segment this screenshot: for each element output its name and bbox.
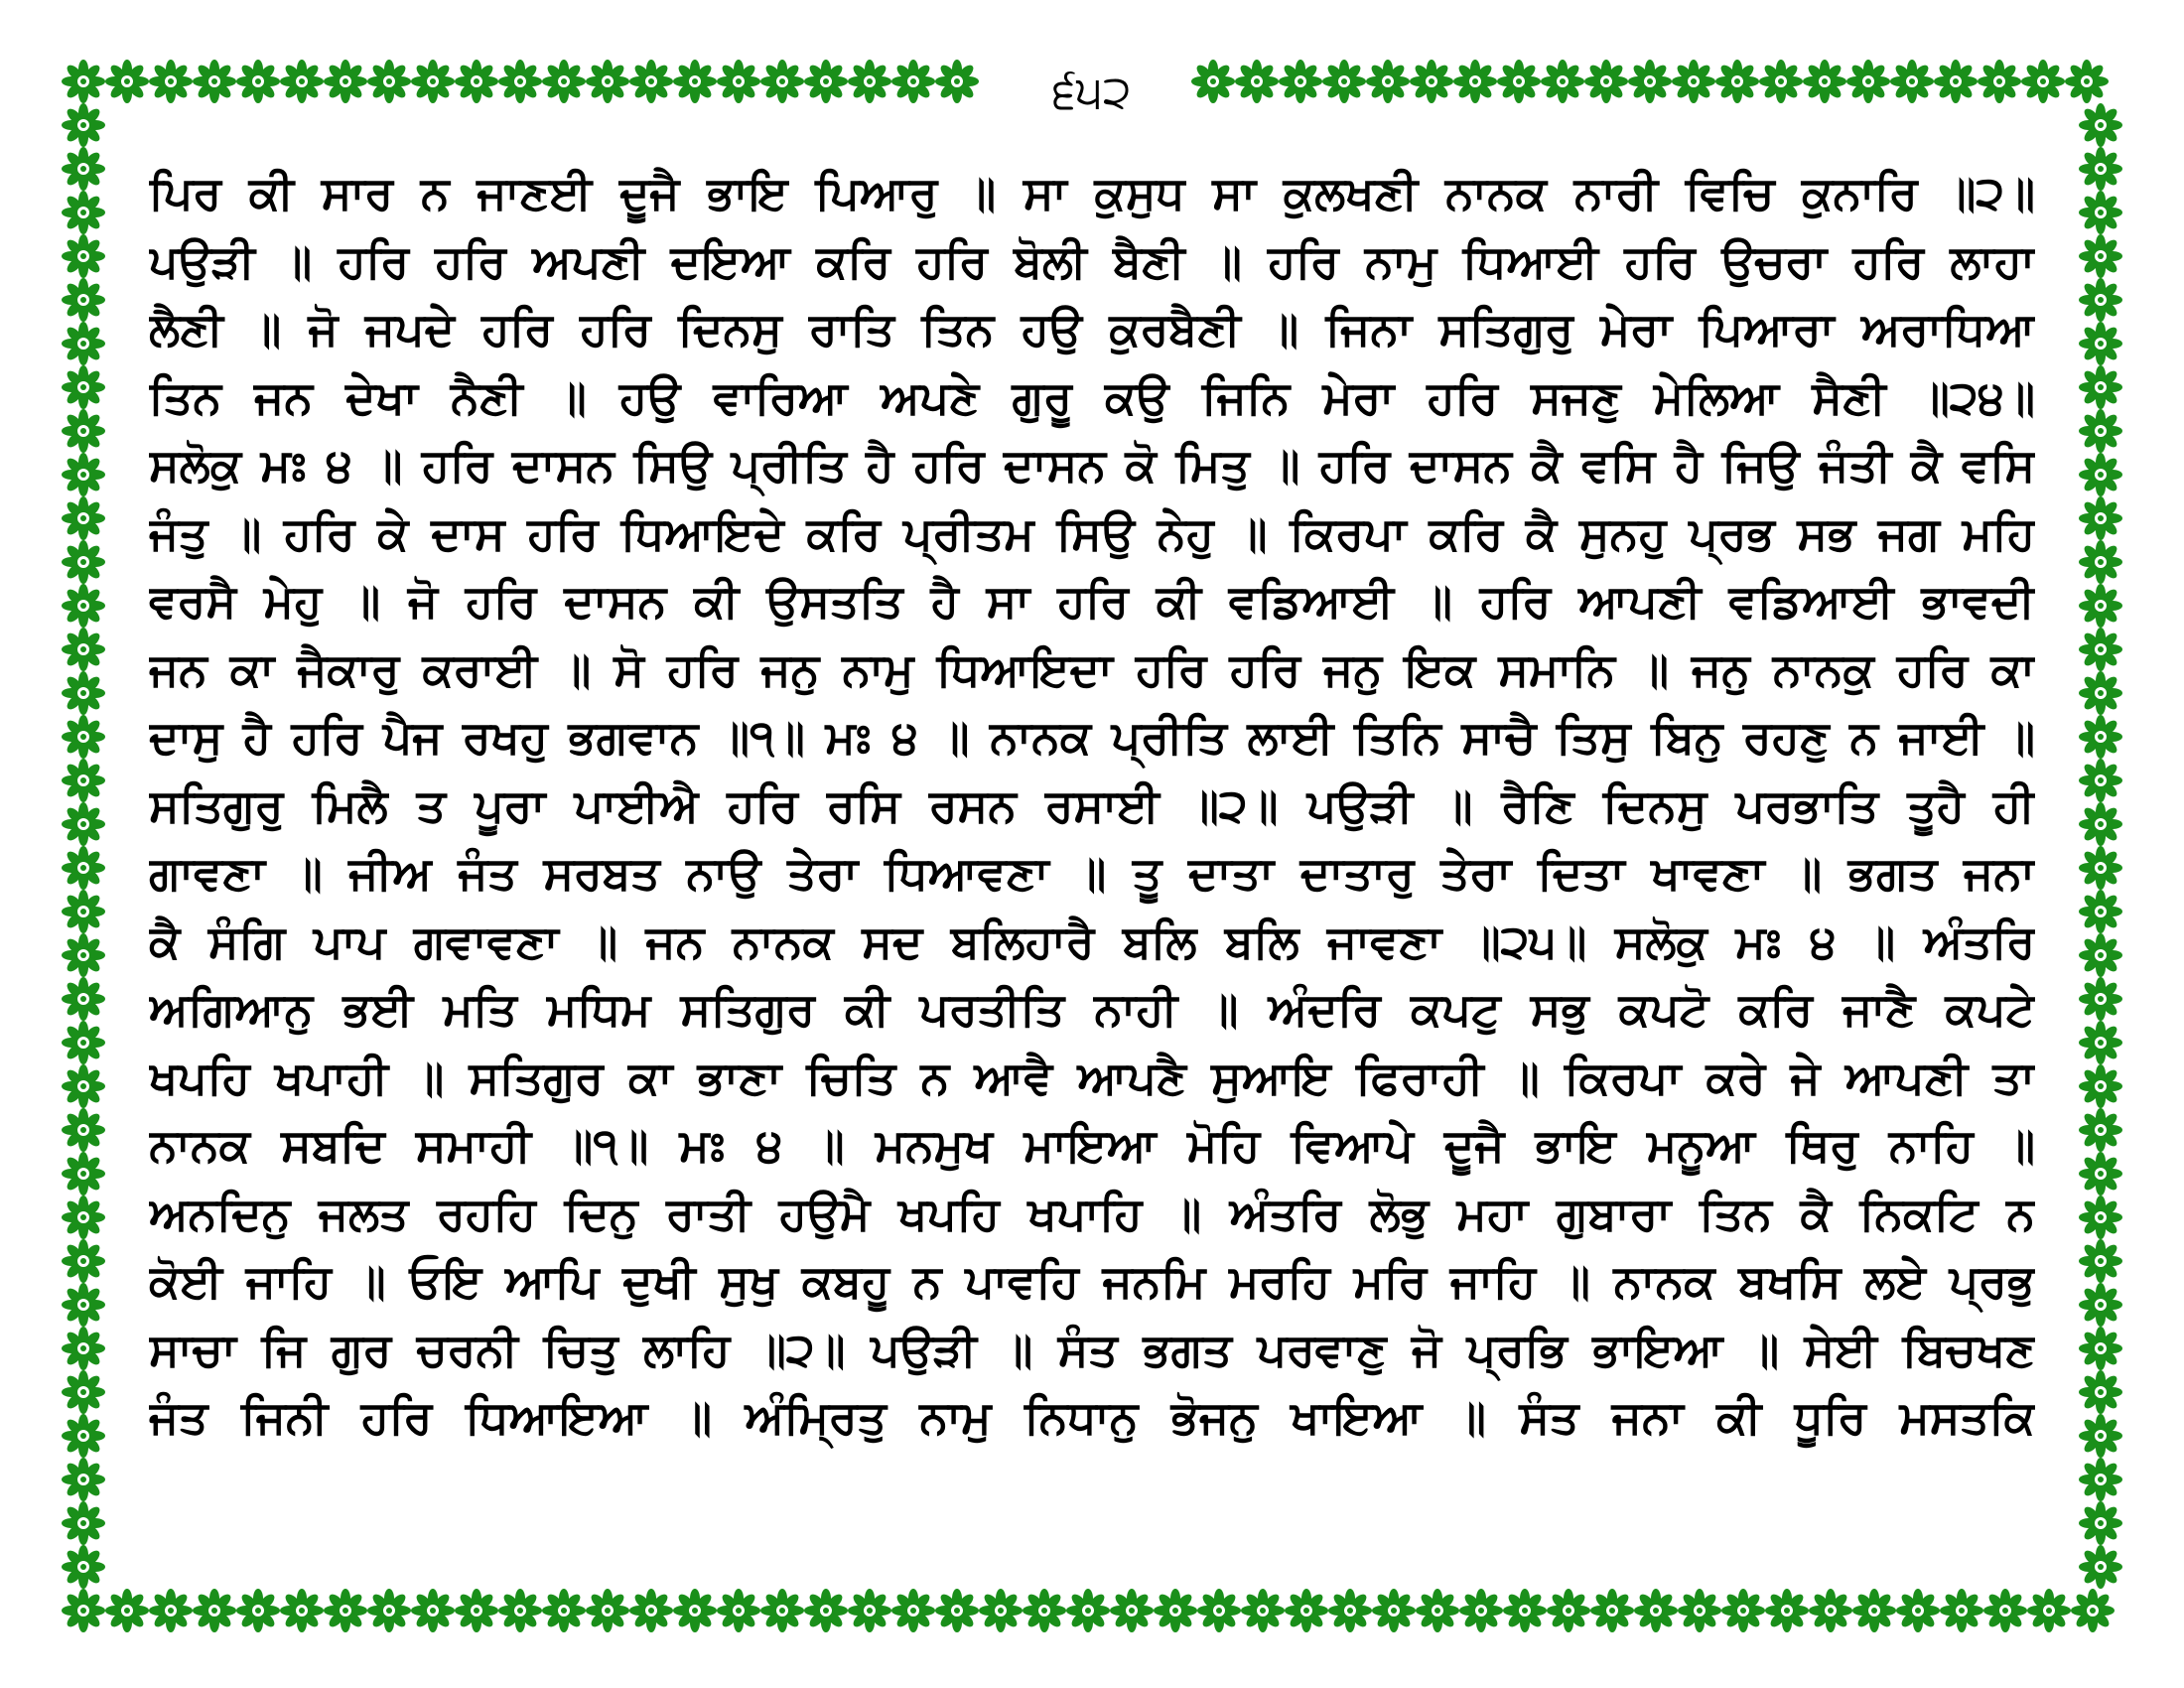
green-flower-icon — [1453, 60, 1497, 103]
green-flower-icon — [2079, 1283, 2122, 1327]
green-flower-icon — [1191, 60, 1235, 103]
text-line: ਪਿਰ ਕੀ ਸਾਰ ਨ ਜਾਣਈ ਦੂਜੈ ਭਾਇ ਪਿਆਰੁ ॥ ਸਾ ਕੁਸੁਧ ਸਾ ਕੁਲਖਣੀ ਨਾਨਕ ਨਾਰੀ ਵਿਚਿ ਕੁਨਾਰਿ ॥੨॥ — [149, 166, 2035, 219]
green-flower-icon — [1978, 60, 2021, 103]
green-flower-icon — [1110, 1589, 1154, 1632]
text-line: ਅਗਿਆਨੁ ਭਈ ਮਤਿ ਮਧਿਮ ਸਤਿਗੁਰ ਕੀ ਪਰਤੀਤਿ ਨਾਹੀ ॥ ਅੰਦਰਿ ਕਪਟੁ ਸਭੁ ਕਪਟੋ ਕਰਿ ਜਾਣੈ ਕਪਟੇ — [149, 982, 2035, 1036]
text-line: ਅਨਦਿਨੁ ਜਲਤ ਰਹਹਿ ਦਿਨੁ ਰਾਤੀ ਹਉਮੈ ਖਪਹਿ ਖਪਾਹਿ ॥ ਅੰਤਰਿ ਲੋਭੁ ਮਹਾ ਗੁਬਾਰਾ ਤਿਨ ਕੈ ਨਿਕਟਿ ਨ — [149, 1186, 2035, 1240]
green-flower-icon — [2079, 496, 2122, 540]
text-line: ਸਲੋਕੁ ਮਃ ੪ ॥ ਹਰਿ ਦਾਸਨ ਸਿਉ ਪ੍ਰੀਤਿ ਹੈ ਹਰਿ ਦਾਸਨ ਕੋ ਮਿਤੁ ॥ ਹਰਿ ਦਾਸਨ ਕੈ ਵਸਿ ਹੈ ਜਿਉ ਜੰਤੀ ਕੈ ਵਸਿ — [149, 438, 2035, 492]
green-flower-icon — [236, 60, 280, 103]
green-flower-icon — [62, 977, 105, 1021]
green-flower-icon — [62, 759, 105, 802]
green-flower-icon — [62, 1458, 105, 1501]
text-line: ਜੰਤੁ ॥ ਹਰਿ ਕੇ ਦਾਸ ਹਰਿ ਧਿਆਇਦੇ ਕਰਿ ਪ੍ਰੀਤਮ ਸਿਉ ਨੇਹੁ ॥ ਕਿਰਪਾ ਕਰਿ ਕੈ ਸੁਨਹੁ ਪ੍ਰਭ ਸਭ ਜਗ ਮਹਿ — [149, 505, 2035, 560]
green-flower-icon — [629, 1589, 673, 1632]
green-flower-icon — [1328, 1589, 1372, 1632]
green-flower-icon — [717, 1589, 760, 1632]
green-flower-icon — [1803, 60, 1846, 103]
green-flower-icon — [1541, 60, 1584, 103]
green-flower-icon — [542, 1589, 586, 1632]
green-flower-icon — [105, 60, 149, 103]
green-flower-icon — [62, 365, 105, 409]
green-flower-icon — [1846, 60, 1890, 103]
green-flower-icon — [62, 1283, 105, 1327]
green-flower-icon — [1241, 1589, 1285, 1632]
green-flower-icon — [2079, 1064, 2122, 1108]
green-flower-icon — [717, 60, 760, 103]
green-flower-icon — [2079, 409, 2122, 453]
green-flower-icon — [1416, 1589, 1459, 1632]
green-flower-icon — [62, 671, 105, 715]
green-flower-icon — [1497, 60, 1541, 103]
green-flower-icon — [1940, 1589, 1983, 1632]
border-top-left — [62, 60, 979, 103]
green-flower-icon — [1066, 1589, 1110, 1632]
green-flower-icon — [455, 60, 498, 103]
green-flower-icon — [105, 1589, 149, 1632]
green-flower-icon — [586, 60, 629, 103]
green-flower-icon — [1809, 1589, 1852, 1632]
green-flower-icon — [62, 1545, 105, 1589]
green-flower-icon — [62, 1196, 105, 1239]
green-flower-icon — [1584, 60, 1628, 103]
green-flower-icon — [62, 234, 105, 278]
green-flower-icon — [62, 1589, 105, 1632]
text-line: ਸਾਚਾ ਜਿ ਗੁਰ ਚਰਨੀ ਚਿਤੁ ਲਾਹਿ ॥੨॥ ਪਉੜੀ ॥ ਸੰਤ ਭਗਤ ਪਰਵਾਣੁ ਜੋ ਪ੍ਰਭਿ ਭਾਇਆ ॥ ਸੇਈ ਬਿਚਖਣ — [149, 1322, 2035, 1376]
green-flower-icon — [62, 628, 105, 671]
text-line: ਨਾਨਕ ਸਬਦਿ ਸਮਾਹੀ ॥੧॥ ਮਃ ੪ ॥ ਮਨਮੁਖ ਮਾਇਆ ਮੋਹਿ ਵਿਆਪੇ ਦੂਜੈ ਭਾਇ ਮਨੂਆ ਥਿਰੁ ਨਾਹਿ ॥ — [149, 1118, 2035, 1172]
green-flower-icon — [62, 453, 105, 496]
green-flower-icon — [2079, 846, 2122, 890]
green-flower-icon — [2079, 759, 2122, 802]
green-flower-icon — [2079, 540, 2122, 584]
green-flower-icon — [455, 1589, 498, 1632]
green-flower-icon — [760, 60, 804, 103]
green-flower-icon — [2079, 191, 2122, 234]
green-flower-icon — [2079, 1370, 2122, 1414]
green-flower-icon — [280, 60, 324, 103]
green-flower-icon — [2079, 278, 2122, 322]
green-flower-icon — [2079, 628, 2122, 671]
green-flower-icon — [935, 60, 979, 103]
green-flower-icon — [62, 846, 105, 890]
green-flower-icon — [673, 1589, 717, 1632]
green-flower-icon — [2065, 60, 2109, 103]
green-flower-icon — [542, 60, 586, 103]
border-right — [2079, 103, 2122, 1589]
text-line: ਵਰਸੈ ਮੇਹੁ ॥ ਜੋ ਹਰਿ ਦਾਸਨ ਕੀ ਉਸਤਤਿ ਹੈ ਸਾ ਹਰਿ ਕੀ ਵਡਿਆਈ ॥ ਹਰਿ ਆਪਣੀ ਵਡਿਆਈ ਭਾਵਦੀ — [149, 574, 2035, 628]
green-flower-icon — [498, 1589, 542, 1632]
text-line: ਸਤਿਗੁਰੁ ਮਿਲੈ ਤ ਪੂਰਾ ਪਾਈਐ ਹਰਿ ਰਸਿ ਰਸਨ ਰਸਾਈ ॥੨॥ ਪਉੜੀ ॥ ਰੈਣਿ ਦਿਨਸੁ ਪਰਭਾਤਿ ਤੂਹੈ ਹੀ — [149, 777, 2035, 832]
green-flower-icon — [62, 322, 105, 365]
green-flower-icon — [62, 1152, 105, 1196]
border-top-right — [1191, 60, 2109, 103]
text-line: ਕੈ ਸੰਗਿ ਪਾਪ ਗਵਾਵਣਾ ॥ ਜਨ ਨਾਨਕ ਸਦ ਬਲਿਹਾਰੈ ਬਲਿ ਬਲਿ ਜਾਵਣਾ ॥੨੫॥ ਸਲੋਕੁ ਮਃ ੪ ॥ ਅੰਤਰਿ — [149, 914, 2035, 968]
text-line: ਗਾਵਣਾ ॥ ਜੀਅ ਜੰਤ ਸਰਬਤ ਨਾਉ ਤੇਰਾ ਧਿਆਵਣਾ ॥ ਤੂ ਦਾਤਾ ਦਾਤਾਰੁ ਤੇਰਾ ਦਿਤਾ ਖਾਵਣਾ ॥ ਭਗਤ ਜਨਾ — [149, 846, 2035, 900]
green-flower-icon — [1628, 60, 1672, 103]
text-line: ਕੋਈ ਜਾਹਿ ॥ ਓਇ ਆਪਿ ਦੁਖੀ ਸੁਖੁ ਕਬਹੂ ਨ ਪਾਵਹਿ ਜਨਮਿ ਮਰਹਿ ਮਰਿ ਜਾਹਿ ॥ ਨਾਨਕ ਬਖਸਿ ਲਏ ਪ੍ਰਭੁ — [149, 1254, 2035, 1308]
green-flower-icon — [62, 584, 105, 628]
green-flower-icon — [62, 147, 105, 191]
green-flower-icon — [2021, 60, 2065, 103]
green-flower-icon — [2079, 322, 2122, 365]
green-flower-icon — [236, 1589, 280, 1632]
green-flower-icon — [2079, 1458, 2122, 1501]
green-flower-icon — [1547, 1589, 1590, 1632]
text-line: ਪਉੜੀ ॥ ਹਰਿ ਹਰਿ ਅਪਣੀ ਦਇਆ ਕਰਿ ਹਰਿ ਬੋਲੀ ਬੈਣੀ ॥ ਹਰਿ ਨਾਮੁ ਧਿਆਈ ਹਰਿ ਉਚਰਾ ਹਰਿ ਲਾਹਾ — [149, 233, 2035, 288]
green-flower-icon — [62, 278, 105, 322]
green-flower-icon — [1154, 1589, 1197, 1632]
border-bottom — [62, 1589, 2115, 1632]
text-line: ਜਨ ਕਾ ਜੈਕਾਰੁ ਕਰਾਈ ॥ ਸੋ ਹਰਿ ਜਨੁ ਨਾਮੁ ਧਿਆਇਦਾ ਹਰਿ ਹਰਿ ਜਨੁ ਇਕ ਸਮਾਨਿ ॥ ਜਨੁ ਨਾਨਕੁ ਹਰਿ ਕਾ — [149, 641, 2035, 696]
green-flower-icon — [804, 60, 848, 103]
green-flower-icon — [2079, 584, 2122, 628]
green-flower-icon — [62, 1064, 105, 1108]
text-line: ਤਿਨ ਜਨ ਦੇਖਾ ਨੈਣੀ ॥ ਹਉ ਵਾਰਿਆ ਅਪਣੇ ਗੁਰੂ ਕਉ ਜਿਨਿ ਮੇਰਾ ਹਰਿ ਸਜਣੁ ਮੇਲਿਆ ਸੈਣੀ ॥੨੪॥ — [149, 369, 2035, 424]
green-flower-icon — [2079, 1414, 2122, 1458]
green-flower-icon — [62, 191, 105, 234]
green-flower-icon — [2079, 1021, 2122, 1064]
green-flower-icon — [804, 1589, 848, 1632]
green-flower-icon — [2079, 1545, 2122, 1589]
green-flower-icon — [62, 802, 105, 846]
green-flower-icon — [1759, 60, 1803, 103]
green-flower-icon — [1459, 1589, 1503, 1632]
green-flower-icon — [673, 60, 717, 103]
green-flower-icon — [1890, 60, 1934, 103]
green-flower-icon — [1715, 60, 1759, 103]
green-flower-icon — [2079, 234, 2122, 278]
text-line: ਜੰਤ ਜਿਨੀ ਹਰਿ ਧਿਆਇਆ ॥ ਅੰਮ੍ਰਿਤੁ ਨਾਮੁ ਨਿਧਾਨੁ ਭੋਜਨੁ ਖਾਇਆ ॥ ਸੰਤ ਜਨਾ ਕੀ ਧੂਰਿ ਮਸਤਕਿ — [149, 1390, 2035, 1444]
green-flower-icon — [848, 60, 891, 103]
green-flower-icon — [149, 60, 193, 103]
green-flower-icon — [411, 60, 455, 103]
green-flower-icon — [367, 1589, 411, 1632]
green-flower-icon — [979, 1589, 1023, 1632]
green-flower-icon — [1983, 1589, 2027, 1632]
green-flower-icon — [1322, 60, 1366, 103]
green-flower-icon — [1410, 60, 1453, 103]
green-flower-icon — [1765, 1589, 1809, 1632]
green-flower-icon — [1366, 60, 1410, 103]
green-flower-icon — [891, 60, 935, 103]
green-flower-icon — [2079, 453, 2122, 496]
green-flower-icon — [193, 1589, 236, 1632]
green-flower-icon — [586, 1589, 629, 1632]
green-flower-icon — [1285, 1589, 1328, 1632]
green-flower-icon — [1235, 60, 1279, 103]
green-flower-icon — [2027, 1589, 2071, 1632]
green-flower-icon — [62, 1414, 105, 1458]
green-flower-icon — [62, 496, 105, 540]
green-flower-icon — [280, 1589, 324, 1632]
green-flower-icon — [324, 1589, 367, 1632]
green-flower-icon — [1852, 1589, 1896, 1632]
green-flower-icon — [2079, 103, 2122, 147]
scripture-text-block — [149, 159, 2035, 1452]
green-flower-icon — [2079, 1152, 2122, 1196]
green-flower-icon — [2079, 890, 2122, 933]
green-flower-icon — [498, 60, 542, 103]
green-flower-icon — [1896, 1589, 1940, 1632]
green-flower-icon — [193, 60, 236, 103]
green-flower-icon — [2079, 147, 2122, 191]
green-flower-icon — [2079, 1108, 2122, 1152]
text-line: ਦਾਸੁ ਹੈ ਹਰਿ ਪੈਜ ਰਖਹੁ ਭਗਵਾਨ ॥੧॥ ਮਃ ੪ ॥ ਨਾਨਕ ਪ੍ਰੀਤਿ ਲਾਈ ਤਿਨਿ ਸਾਚੈ ਤਿਸੁ ਬਿਨੁ ਰਹਣੁ ਨ ਜਾਈ ॥ — [149, 710, 2035, 764]
green-flower-icon — [2079, 365, 2122, 409]
green-flower-icon — [1023, 1589, 1066, 1632]
green-flower-icon — [149, 1589, 193, 1632]
page-number: ੬੫੨ — [1003, 62, 1181, 121]
green-flower-icon — [62, 409, 105, 453]
green-flower-icon — [1590, 1589, 1634, 1632]
green-flower-icon — [62, 540, 105, 584]
green-flower-icon — [2079, 1327, 2122, 1370]
green-flower-icon — [62, 1370, 105, 1414]
green-flower-icon — [62, 1021, 105, 1064]
border-left — [62, 103, 105, 1589]
green-flower-icon — [1372, 1589, 1416, 1632]
green-flower-icon — [1279, 60, 1322, 103]
green-flower-icon — [411, 1589, 455, 1632]
green-flower-icon — [62, 103, 105, 147]
green-flower-icon — [1197, 1589, 1241, 1632]
text-line: ਖਪਹਿ ਖਪਾਹੀ ॥ ਸਤਿਗੁਰ ਕਾ ਭਾਣਾ ਚਿਤਿ ਨ ਆਵੈ ਆਪਣੈ ਸੁਆਇ ਫਿਰਾਹੀ ॥ ਕਿਰਪਾ ਕਰੇ ਜੇ ਆਪਣੀ ਤਾ — [149, 1050, 2035, 1104]
green-flower-icon — [848, 1589, 891, 1632]
green-flower-icon — [62, 933, 105, 977]
green-flower-icon — [760, 1589, 804, 1632]
green-flower-icon — [1934, 60, 1978, 103]
green-flower-icon — [62, 60, 105, 103]
green-flower-icon — [2079, 933, 2122, 977]
green-flower-icon — [2079, 802, 2122, 846]
green-flower-icon — [2079, 1196, 2122, 1239]
green-flower-icon — [62, 1108, 105, 1152]
green-flower-icon — [2079, 977, 2122, 1021]
green-flower-icon — [367, 60, 411, 103]
green-flower-icon — [1678, 1589, 1721, 1632]
green-flower-icon — [1672, 60, 1715, 103]
green-flower-icon — [935, 1589, 979, 1632]
green-flower-icon — [62, 1239, 105, 1283]
text-line: ਲੈਣੀ ॥ ਜੋ ਜਪਦੇ ਹਰਿ ਹਰਿ ਦਿਨਸੁ ਰਾਤਿ ਤਿਨ ਹਉ ਕੁਰਬੈਣੀ ॥ ਜਿਨਾ ਸਤਿਗੁਰੁ ਮੇਰਾ ਪਿਆਰਾ ਅਰਾਧਿਆ — [149, 302, 2035, 355]
green-flower-icon — [629, 60, 673, 103]
green-flower-icon — [2079, 671, 2122, 715]
green-flower-icon — [2071, 1589, 2115, 1632]
green-flower-icon — [62, 890, 105, 933]
green-flower-icon — [62, 715, 105, 759]
green-flower-icon — [891, 1589, 935, 1632]
green-flower-icon — [324, 60, 367, 103]
green-flower-icon — [62, 1327, 105, 1370]
green-flower-icon — [62, 1501, 105, 1545]
green-flower-icon — [2079, 1239, 2122, 1283]
green-flower-icon — [2079, 1501, 2122, 1545]
green-flower-icon — [2079, 715, 2122, 759]
green-flower-icon — [1503, 1589, 1547, 1632]
green-flower-icon — [1721, 1589, 1765, 1632]
green-flower-icon — [1634, 1589, 1678, 1632]
